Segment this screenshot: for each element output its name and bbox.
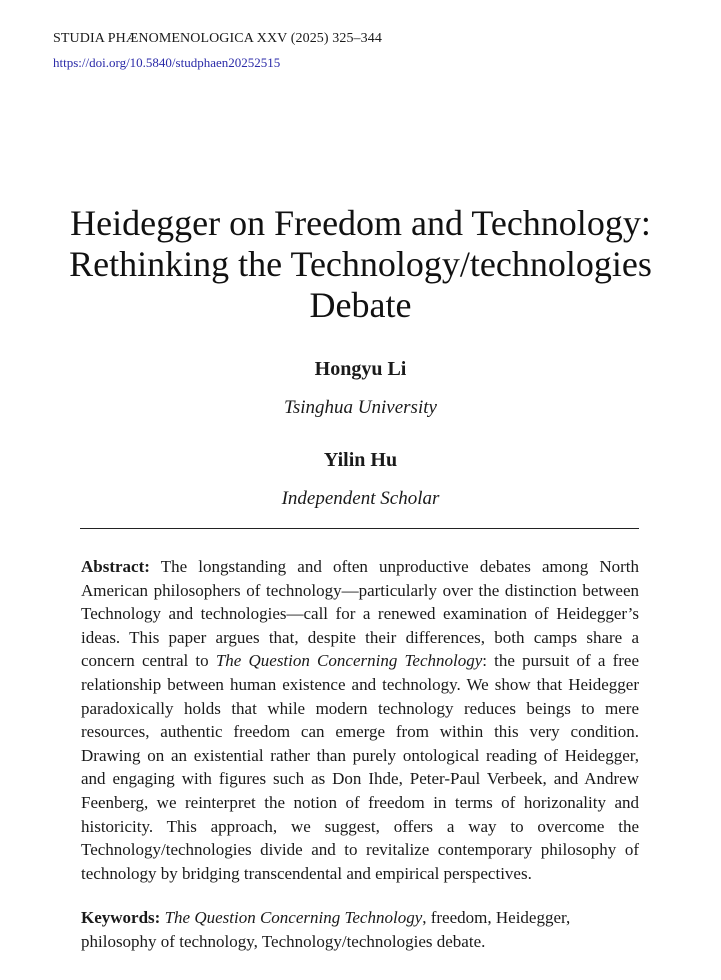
keywords-label: Keywords: <box>81 908 161 927</box>
author-affiliation: Independent Scholar <box>281 488 440 509</box>
abstract <box>81 555 639 885</box>
abstract-italic-title: The Question Concerning Technology <box>215 651 483 671</box>
title-line: Rethinking the Technology/technologies <box>69 244 652 284</box>
keywords-italic-title: The Question Concerning Technology <box>164 908 423 927</box>
keywords <box>81 906 639 954</box>
author-affiliation: Tsinghua University <box>284 397 437 418</box>
author-name: Yilin Hu <box>323 449 398 471</box>
author-name: Hongyu Li <box>314 358 407 380</box>
title-line: Heidegger on Freedom and Technology: <box>70 203 651 243</box>
keywords-list: , freedom, Heidegger, philosophy of technology, Technology/technologies debate. <box>81 908 571 951</box>
journal-citation: STUDIA PHÆNOMENOLOGICA XXV (2025) 325–344 <box>53 31 382 46</box>
title-line: Debate <box>309 285 412 325</box>
abstract-label: Abstract: <box>81 557 150 576</box>
paper-title <box>30 203 691 326</box>
doi-link[interactable]: https://doi.org/10.5840/studphaen20252515 <box>53 55 281 70</box>
abstract-text: : the pursuit of a free relationship between human existence and technology. We show that Heidegger paradoxically holds that while modern technology reduces beings to mere resources, authentic freedom can emerge from within this very condition. Drawing on an existential rather than purely ontological reading of Heidegger, and engaging with figures such as Don Ihde, Peter-Paul Verbeek, and Andrew Feenberg, we reinterpret the notion of freedom in terms of horizonality and historicity. This approach, we suggest, offers a way to overcome the Technology/technologies divide and to revitalize contemporary philosophy of technology by bridging transcendental and empirical perspectives. <box>81 651 640 883</box>
abstract-text: The longstanding and often unproductive debates among North American philosophers of technology—particularly over the distinction between Technology and technologies—call for a renewed examination of Heidegger’s ideas. This paper argues that, despite their differences, both camps share a concern central to <box>81 557 639 671</box>
section-divider <box>80 528 639 529</box>
